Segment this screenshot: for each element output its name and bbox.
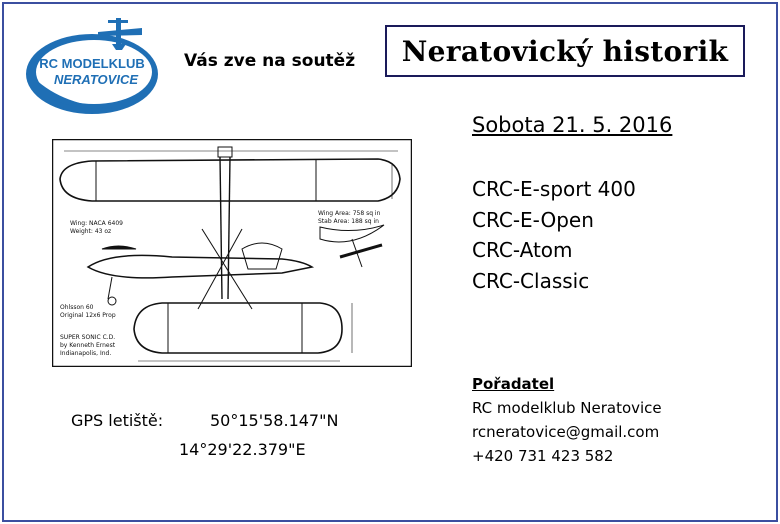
logo-line2: NERATOVICE bbox=[53, 72, 139, 87]
organizer-phone: +420 731 423 582 bbox=[472, 447, 614, 465]
category-item: CRC-Atom bbox=[472, 238, 573, 262]
category-item: CRC-E-Open bbox=[472, 207, 594, 232]
engine-note-2: Original 12x6 Prop bbox=[60, 312, 116, 319]
gps-east: 14°29'22.379"E bbox=[179, 440, 306, 459]
airplane-blueprint-drawing bbox=[52, 139, 412, 367]
event-date: Sobota 21. 5. 2016 bbox=[472, 113, 673, 137]
logo-line1: RC MODELKLUB bbox=[39, 56, 145, 71]
category-list bbox=[472, 174, 636, 296]
gps-north: 50°15'58.147"N bbox=[210, 411, 339, 430]
model-note-1: SUPER SONIC C.D. bbox=[60, 334, 116, 341]
wing-note-2: Weight: 43 oz bbox=[70, 228, 112, 235]
category-item: CRC-E-sport 400 bbox=[472, 177, 636, 201]
organizer-block bbox=[472, 372, 662, 468]
club-logo bbox=[24, 16, 164, 116]
area-note-1: Wing Area: 758 sq in bbox=[318, 210, 381, 217]
model-note-2: by Kenneth Ernest bbox=[60, 342, 116, 349]
area-note-2: Stab Area: 188 sq in bbox=[318, 218, 379, 225]
gps-label: GPS letiště: bbox=[71, 411, 164, 430]
engine-note-1: Ohlsson 60 bbox=[60, 304, 94, 311]
event-title: Neratovický historik bbox=[401, 34, 729, 68]
model-note-3: Indianapolis, Ind. bbox=[60, 350, 112, 357]
organizer-email[interactable]: rcneratovice@gmail.com bbox=[472, 423, 660, 441]
organizer-heading: Pořadatel bbox=[472, 375, 555, 393]
title-box bbox=[385, 25, 745, 77]
category-item: CRC-Classic bbox=[472, 268, 590, 293]
invite-text: Vás zve na soutěž bbox=[184, 51, 356, 71]
organizer-name: RC modelklub Neratovice bbox=[472, 399, 662, 417]
wing-note-1: Wing: NACA 6409 bbox=[70, 220, 123, 227]
